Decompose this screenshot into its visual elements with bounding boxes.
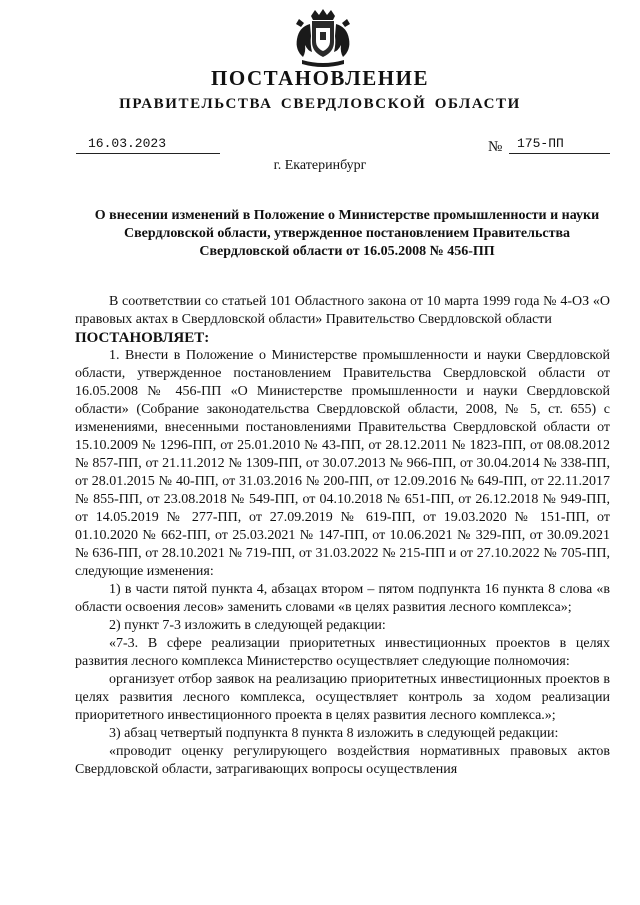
coat-of-arms-icon bbox=[290, 8, 356, 70]
quoted-7-3-paragraph: «7-3. В сфере реализации приоритетных инвестиционных проектов в целях развития лесного комплекса Министерство осуществляет следующие полномочия: bbox=[75, 636, 610, 669]
document-issuer: ПРАВИТЕЛЬСТВА СВЕРДЛОВСКОЙ ОБЛАСТИ bbox=[119, 96, 521, 112]
date-underline bbox=[76, 153, 220, 154]
preamble-paragraph: В соответствии со статьей 101 Областного закона от 10 марта 1999 года № 4-ОЗ «О правовых актах в Свердловской области» Правительство Свердловской области bbox=[75, 294, 610, 327]
clause-1-paragraph: 1. Внести в Положение о Министерстве промышленности и науки Свердловской области, утвержденное постановлением Правительства Свердловской области от 16.05.2008 № 456-ПП «О Министерстве промышленности и науки Свердловской области» (Собрание законодательства Свердловской области, 2008, № 5, ст. 655) с изменениями, внесенными постановлениями Правительства Свердловской области от 15.10.2009 № 1296-ПП, от 25.01.2010 № 43-ПП, от 28.12.2011 № 1823-ПП, от 08.08.2012 № 857-ПП, от 21.11.2012 № 1309-ПП, от 30.07.2013 № 966-ПП, от 30.04.2014 № 338-ПП, от 28.01.2015 № 40-ПП, от 31.03.2016 № 200-ПП, от 12.09.2016 № 649-ПП, от 22.11.2017 № 855-ПП, от 23.08.2018 № 549-ПП, от 04.10.2018 № 651-ПП, от 26.12.2018 № 949-ПП, от 14.05.2019 № 277-ПП, от 27.09.2019 № 619-ПП, от 19.03.2020 № 151-ПП, от 01.10.2020 № 662-ПП, от 25.03.2021 № 147-ПП, от 10.06.2021 № 329-ПП, от 30.09.2021 № 636-ПП, от 28.10.2021 № 719-ПП, от 31.03.2022 № 215-ПП и от 27.10.2022 № 705-ПП, следующие изменения: bbox=[75, 348, 610, 579]
quoted-assessment-paragraph: «проводит оценку регулирующего воздействия нормативных правовых актов Свердловской области, затрагивающих вопросы осуществления bbox=[75, 744, 610, 777]
subclause-2-paragraph: 2) пункт 7-3 изложить в следующей редакции: bbox=[109, 618, 386, 633]
document-heading: О внесении изменений в Положение о Министерстве промышленности и науки Свердловской области, утвержденное постановлением Правительства Свердловской области от 16.05.2008 № 456-ПП bbox=[94, 208, 600, 259]
resolves-label: ПОСТАНОВЛЯЕТ: bbox=[75, 330, 210, 346]
number-label: № bbox=[488, 139, 503, 155]
document-number: 175-ПП bbox=[517, 136, 564, 151]
document-body bbox=[75, 293, 610, 779]
number-underline bbox=[509, 153, 610, 154]
document-city: г. Екатеринбург bbox=[273, 158, 367, 173]
subclause-1-paragraph: 1) в части пятой пункта 4, абзацах втором – пятом подпункта 16 пункта 8 слова «в области освоения лесов» заменить словами «в целях развития лесного комплекса»; bbox=[75, 582, 610, 615]
document-date: 16.03.2023 bbox=[88, 136, 167, 151]
subclause-3-paragraph: 3) абзац четвертый подпункта 8 пункта 8 изложить в следующей редакции: bbox=[109, 726, 559, 741]
quoted-organizes-paragraph: организует отбор заявок на реализацию приоритетных инвестиционных проектов в целях развития лесного комплекса, осуществляет контроль за ходом реализации приоритетного инвестиционного проекта в целях развития лесного комплекса.»; bbox=[75, 672, 610, 723]
document-title: ПОСТАНОВЛЕНИЕ bbox=[211, 66, 429, 90]
